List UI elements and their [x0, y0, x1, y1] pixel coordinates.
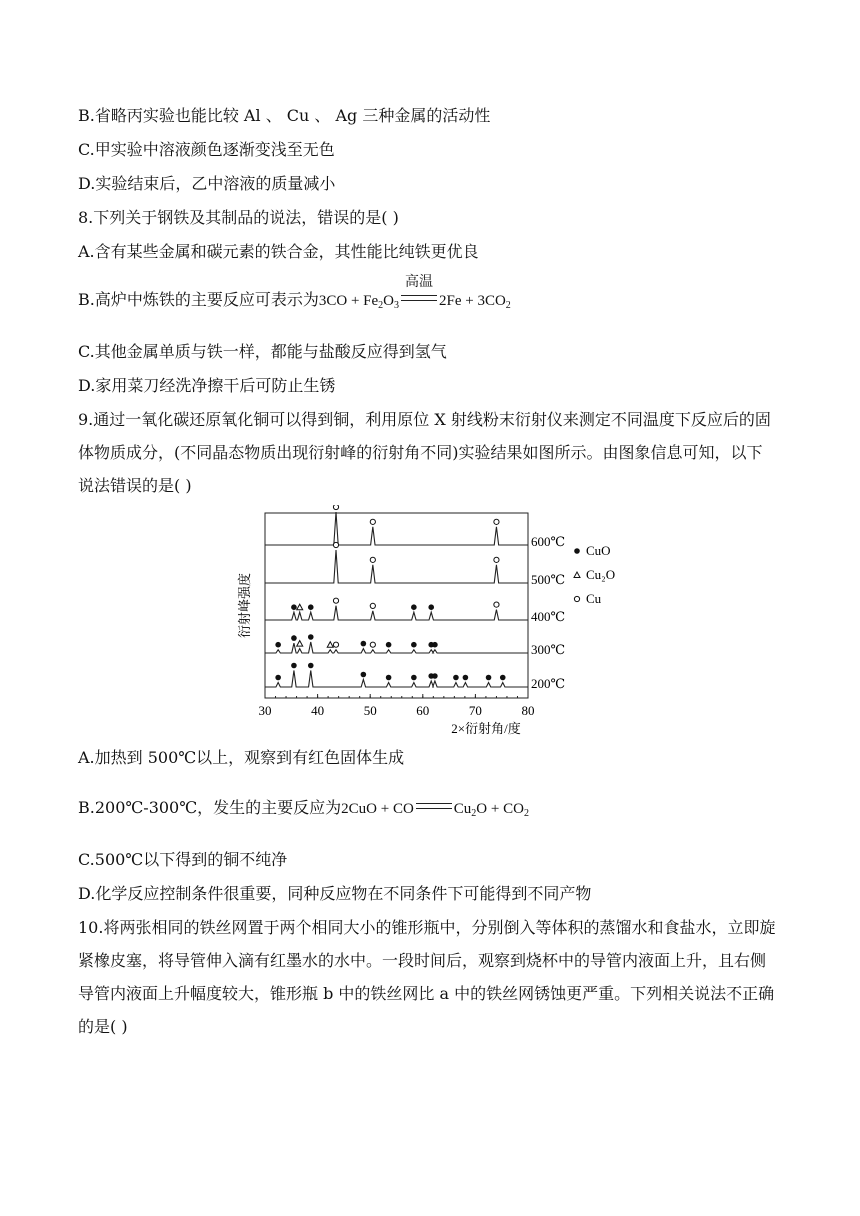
series-line [265, 642, 528, 653]
series-label: 500℃ [531, 572, 566, 587]
cuo-marker [432, 642, 438, 648]
q8-stem: 8.下列关于钢铁及其制品的说法，错误的是( ) [78, 208, 399, 227]
q8-option-c: C.其他金属单质与铁一样，都能与盐酸反应得到氢气 [78, 342, 447, 361]
legend-label: CuO [586, 543, 611, 558]
cu-marker [494, 557, 499, 562]
series-line [265, 550, 528, 583]
q8-option-b-text: B.高炉中炼铁的主要反应可表示为 [78, 290, 319, 309]
q7-option-b: B.省略丙实验也能比较 Al 、 Cu 、 Ag 三种金属的活动性 [78, 106, 491, 125]
series-label: 200℃ [531, 676, 566, 691]
cuo-marker [275, 675, 281, 681]
series-label: 300℃ [531, 642, 566, 657]
series-line [265, 512, 528, 545]
cuo-marker [500, 675, 506, 681]
cuo-marker [386, 675, 392, 681]
cuo-marker [291, 663, 297, 669]
cuo-marker [411, 642, 417, 648]
cuo-marker [411, 604, 417, 610]
legend-marker-cu2o [574, 572, 580, 578]
q7-option-d: D.实验结束后，乙中溶液的质量减小 [78, 174, 336, 193]
series-line [265, 606, 528, 620]
cuo-marker [308, 663, 314, 669]
q10-stem: 10.将两张相同的铁丝网置于两个相同大小的锥形瓶中，分别倒入等体积的蒸馏水和食盐水，立即旋紧橡皮塞，将导管伸入滴有红墨水的水中。一段时间后，观察到烧杯中的导管内液面上升，且右侧导管内液面上升幅度较大，锥形瓶 b 中的铁丝网比 a 中的铁丝网锈蚀更严重。下列相关说法不正确的是( ) [78, 918, 776, 1036]
cuo-marker [291, 604, 297, 610]
cu-marker [333, 542, 338, 547]
legend-marker-cuo [574, 548, 580, 554]
cu2o-marker [297, 604, 303, 610]
cuo-marker [411, 675, 417, 681]
q9-option-b-text: B.200℃-300℃，发生的主要反应为 [78, 798, 342, 817]
x-tick-label: 50 [363, 703, 377, 718]
x-tick-label: 80 [521, 703, 535, 718]
x-tick-label: 70 [468, 703, 482, 718]
cu-marker [370, 519, 375, 524]
cuo-marker [386, 642, 392, 648]
q8-option-b [78, 275, 511, 316]
cuo-marker [308, 604, 314, 610]
series-label: 400℃ [531, 609, 566, 624]
y-axis-label: 衍射峰强度 [237, 572, 252, 639]
cu-marker [333, 598, 338, 603]
cu-marker [370, 557, 375, 562]
xrd-chart [0, 505, 860, 745]
q8-option-d: D.家用菜刀经洗净擦干后可防止生锈 [78, 376, 336, 395]
x-tick-label: 60 [416, 703, 430, 718]
x-axis-label: 2×衍射角/度 [451, 721, 521, 736]
cu-marker [333, 642, 338, 647]
q9-option-a: A.加热到 500℃以上，观察到有红色固体生成 [78, 748, 405, 767]
q7-option-c: C.甲实验中溶液颜色逐渐变浅至无色 [78, 140, 335, 159]
q9-option-c: C.500℃以下得到的铜不纯净 [78, 850, 288, 869]
cu-marker [370, 603, 375, 608]
x-tick-label: 40 [311, 703, 325, 718]
cu-marker [494, 519, 499, 524]
cuo-marker [486, 675, 492, 681]
cuo-marker [275, 642, 281, 648]
q9-equation: 2CuO + CO $Cu_2O + CO_2$ [341, 801, 529, 819]
cu-marker [333, 505, 338, 510]
cuo-marker [432, 673, 438, 679]
series-label: 600℃ [531, 534, 566, 549]
q9-stem: 9.通过一氧化碳还原氧化铜可以得到铜，利用原位 X 射线粉末衍射仪来测定不同温度下反应后的固体物质成分，(不同晶态物质出现衍射峰的衍射角不同)实验结果如图所示。由图象信息可知，以下说法错误的是( ) [78, 410, 771, 495]
cuo-marker [428, 604, 434, 610]
q9-option-d: D.化学反应控制条件很重要，同种反应物在不同条件下可能得到不同产物 [78, 884, 592, 903]
legend-label: Cu [586, 591, 602, 606]
legend-label: Cu₂O [586, 567, 616, 582]
cuo-marker [291, 635, 297, 641]
q9-option-b [78, 798, 529, 824]
cuo-marker [453, 675, 459, 681]
cu2o-marker [327, 642, 333, 648]
q8-equation-condition: 高温 [405, 275, 433, 290]
cu-marker [370, 642, 375, 647]
cuo-marker [361, 672, 367, 678]
q8-equation: $3CO + Fe_2O_3$ 高温 $2Fe + 3CO_2$ [318, 275, 511, 311]
chart-frame [265, 513, 528, 698]
cu2o-marker [297, 641, 303, 647]
cu-marker [494, 602, 499, 607]
x-tick-label: 30 [258, 703, 272, 718]
cuo-marker [463, 675, 469, 681]
cuo-marker [308, 634, 314, 640]
legend-marker-cu [574, 596, 579, 601]
q8-option-a: A.含有某些金属和碳元素的铁合金，其性能比纯铁更优良 [78, 242, 479, 261]
cuo-marker [361, 641, 367, 647]
